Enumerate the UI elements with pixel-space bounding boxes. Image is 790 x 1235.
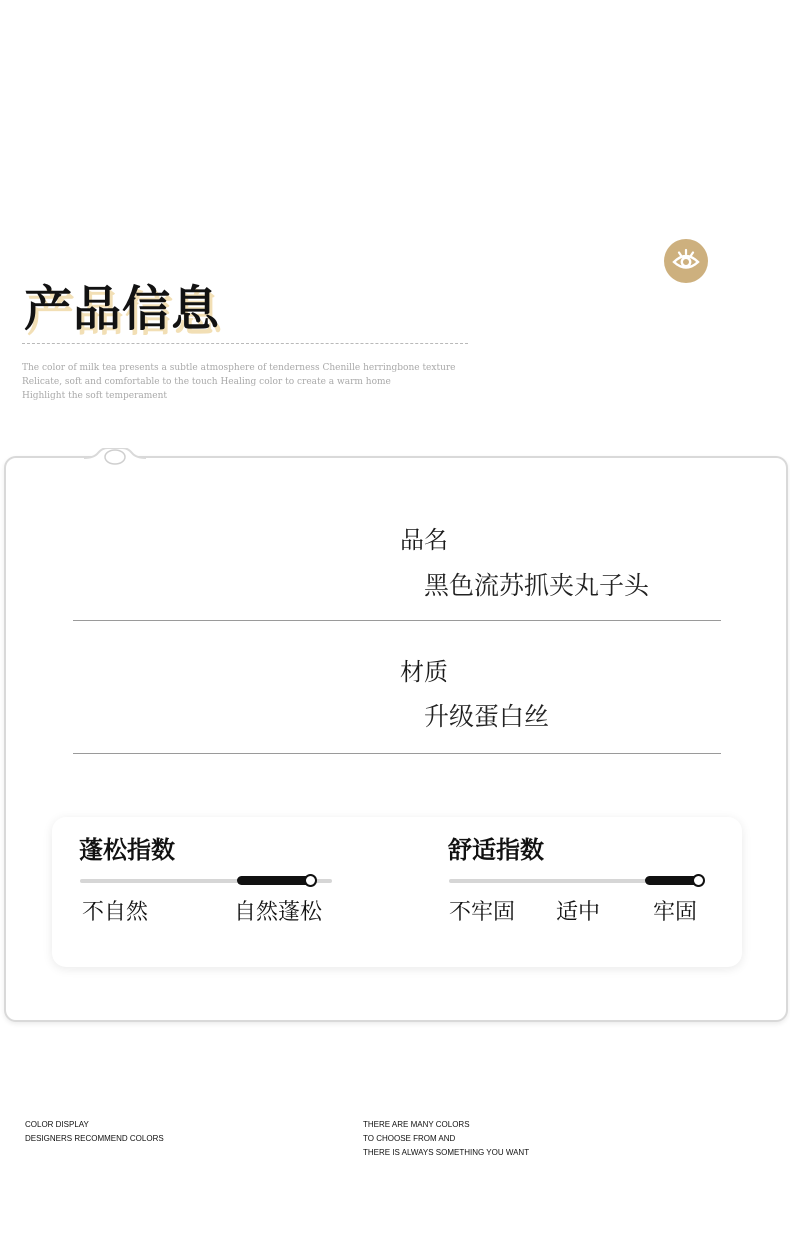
comfort-label-high: 牢固 — [653, 900, 698, 925]
fluffiness-level-knob — [304, 874, 317, 887]
description-line: The color of milk tea presents a subtle atmosphere of tenderness Chenille herringbone texture — [22, 363, 456, 373]
title-divider — [22, 343, 468, 344]
footer-right — [363, 1118, 529, 1160]
card-tab-notch — [84, 448, 146, 472]
footer-left-line: DESIGNERS RECOMMEND COLORS — [25, 1134, 164, 1143]
page-title: 产品信息 — [24, 281, 221, 337]
comfort-level-knob — [692, 874, 705, 887]
fluffiness-title: 蓬松指数 — [79, 836, 175, 864]
material-label: 材质 — [400, 658, 448, 686]
comfort-label-low: 不牢固 — [449, 900, 516, 925]
divider — [73, 753, 721, 754]
footer-left-line: COLOR DISPLAY — [25, 1120, 89, 1129]
fluffiness-label-low: 不自然 — [82, 900, 149, 925]
description-line: Relicate, soft and comfortable to the touch Healing color to create a warm home — [22, 377, 391, 387]
comfort-title: 舒适指数 — [448, 836, 544, 864]
product-name-label: 品名 — [400, 526, 448, 554]
comfort-label-mid: 适中 — [556, 900, 601, 925]
footer-right-line: THERE ARE MANY COLORS — [363, 1120, 470, 1129]
footer-left — [25, 1118, 164, 1146]
comfort-level-fill — [645, 876, 699, 885]
eye-icon — [671, 246, 701, 276]
divider — [73, 620, 721, 621]
description — [22, 361, 482, 403]
description-line: Highlight the soft temperament — [22, 391, 168, 401]
fluffiness-label-high: 自然蓬松 — [234, 900, 323, 925]
eye-badge — [664, 239, 708, 283]
material-value: 升级蛋白丝 — [424, 702, 550, 731]
footer-right-line: THERE IS ALWAYS SOMETHING YOU WANT — [363, 1148, 530, 1157]
product-name-value: 黑色流苏抓夹丸子头 — [424, 571, 650, 600]
fluffiness-level-fill — [237, 876, 311, 885]
footer-right-line: TO CHOOSE FROM AND — [363, 1134, 456, 1143]
